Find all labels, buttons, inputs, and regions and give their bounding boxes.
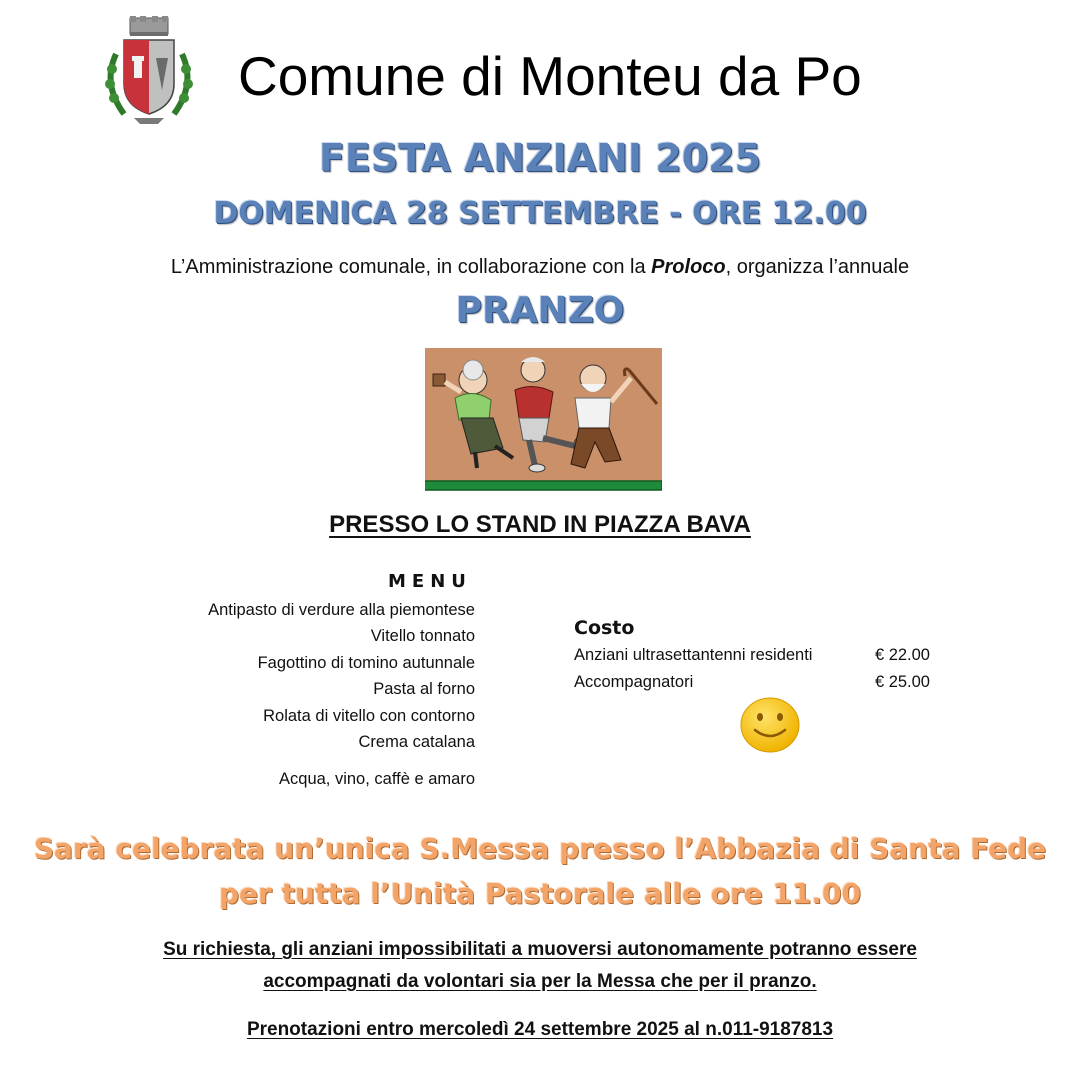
cost-row <box>574 673 930 692</box>
cost-label: Anziani ultrasettantenni residenti <box>574 646 813 664</box>
smiley-face-icon <box>739 696 801 754</box>
page-title: Comune di Monteu da Po <box>238 45 862 107</box>
event-date: DOMENICA 28 SETTEMBRE - ORE 12.00 <box>213 196 867 231</box>
menu-drinks: Acqua, vino, caffè e amaro <box>279 770 475 788</box>
municipal-coat-of-arms-icon <box>98 14 200 126</box>
cost-price: € 22.00 <box>874 646 930 664</box>
meal-heading: PRANZO <box>455 290 625 331</box>
menu-item: Crema catalana <box>358 733 475 752</box>
intro-text-before: L’Amministrazione comunale, in collaborazione con la <box>170 256 652 278</box>
dancing-seniors-illustration <box>425 348 662 492</box>
cost-row <box>574 646 930 665</box>
intro-text-proloco: Proloco <box>651 256 726 278</box>
intro-text-after: , organizza l’annuale <box>725 256 910 278</box>
booking-note: Prenotazioni entro mercoledì 24 settembre 2025 al n.011-9187813 <box>246 1019 834 1040</box>
mass-announcement-line-1: Sarà celebrata un’unica S.Messa presso l’Abbazia di Santa Fede <box>33 832 1047 865</box>
mass-announcement-line-2: per tutta l’Unità Pastorale alle ore 11.00 <box>218 877 862 910</box>
menu-item: Pasta al forno <box>373 680 475 699</box>
menu-item: Rolata di vitello con contorno <box>263 706 475 725</box>
assistance-note-line-1: Su richiesta, gli anziani impossibilitati a muoversi autonomamente potranno essere <box>163 939 917 960</box>
menu-list <box>120 597 475 755</box>
menu-title: MENU <box>388 571 472 592</box>
cost-title: Costo <box>574 617 635 639</box>
menu-item: Vitello tonnato <box>370 627 475 646</box>
assistance-note-line-2: accompagnati da volontari sia per la Messa che per il pranzo. <box>263 971 817 992</box>
event-title: FESTA ANZIANI 2025 <box>318 136 762 180</box>
intro-text <box>0 256 1080 279</box>
menu-item: Fagottino di tomino autunnale <box>257 653 475 672</box>
location-heading <box>0 511 1080 539</box>
location-text: PRESSO LO STAND IN PIAZZA BAVA <box>329 511 751 538</box>
cost-label: Accompagnatori <box>574 673 694 691</box>
cost-price: € 25.00 <box>874 673 930 691</box>
menu-item: Antipasto di verdure alla piemontese <box>208 601 475 619</box>
